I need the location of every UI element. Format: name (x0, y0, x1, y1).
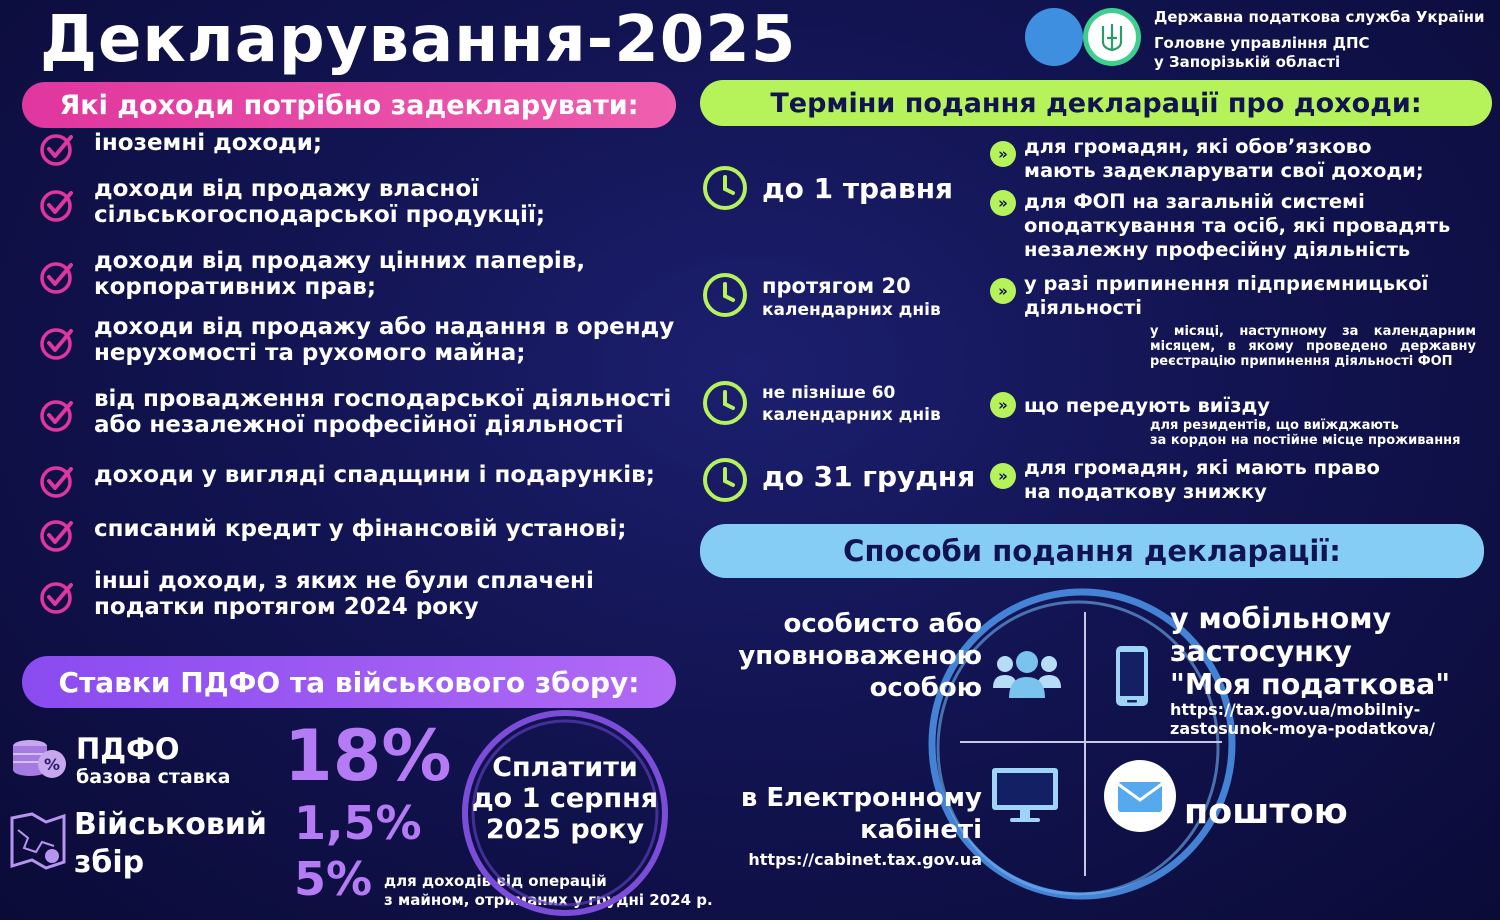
envelope-icon (1104, 760, 1176, 832)
double-arrow-icon: » (990, 392, 1016, 418)
income-item (94, 176, 545, 228)
methods-heading (700, 524, 1484, 578)
payment-deadline-line: до 1 серпня (471, 783, 659, 814)
income-item (94, 314, 674, 366)
rates-heading (22, 656, 676, 708)
payment-deadline-line: Сплатити (492, 752, 638, 783)
deadline-60-days-line2: календарних днів (762, 405, 941, 425)
deadline-note-termination (1150, 324, 1476, 369)
checkmark-icon (40, 132, 74, 166)
org-department: Головне управління ДПС (1154, 34, 1370, 52)
deadline-note-departure (1150, 418, 1461, 448)
military-rate-value-property: 5% (294, 852, 373, 906)
method-personal-line: особисто або (783, 609, 982, 639)
income-item-line: корпоративних прав; (94, 274, 377, 300)
method-mobile-line: у мобільному (1170, 602, 1392, 635)
pdfo-sublabel: базова ставка (76, 766, 231, 788)
clock-icon (702, 380, 748, 426)
income-item-line: іноземні доходи; (94, 130, 323, 156)
deadline-desc-line: на податкову знижку (1024, 480, 1267, 503)
method-mail: поштою (1184, 792, 1348, 832)
military-label-line: Військовий (74, 807, 267, 842)
people-icon (991, 648, 1063, 700)
checkmark-icon (40, 326, 74, 360)
deadlines-heading (700, 80, 1492, 126)
military-map-icon (8, 812, 68, 870)
deadline-note-line: для резидентів, що виїжджають (1150, 418, 1399, 433)
deadline-desc-tax-discount (1024, 456, 1380, 504)
method-personal-line: особою (869, 673, 982, 703)
rates-heading-text: Ставки ПДФО та військового збору: (58, 665, 640, 699)
deadline-60-days-line1: не пізніше 60 (762, 383, 896, 403)
method-mobile (1170, 602, 1450, 701)
deadline-may-1: до 1 травня (762, 172, 954, 205)
military-rate-value: 1,5% (294, 796, 422, 850)
clock-icon (702, 272, 748, 318)
deadline-20-days-line1: протягом 20 (762, 274, 911, 298)
pdfo-rate-value: 18% (284, 715, 452, 797)
income-item-line: нерухомості та рухомого майна; (94, 340, 526, 366)
deadline-desc-line: для громадян, які мають право (1024, 456, 1380, 479)
income-item-line: від провадження господарської діяльності (94, 386, 672, 412)
income-item-line: доходи у вигляді спадщини і подарунків; (94, 462, 655, 488)
income-item (94, 386, 671, 438)
method-cabinet-line: кабінеті (860, 815, 982, 845)
income-item-line: списаний кредит у фінансовій установі; (94, 516, 627, 542)
double-arrow-icon: » (990, 190, 1016, 216)
checkmark-icon (40, 398, 74, 432)
deadline-desc-fop (1024, 190, 1450, 262)
deadline-desc-line: для громадян, які обов’язково (1024, 135, 1372, 158)
income-item-line: доходи від продажу або надання в оренду (94, 314, 675, 340)
military-label (74, 806, 267, 882)
trident-logo (1083, 8, 1141, 66)
deadline-note-line: за кордон на постійне місце проживання (1150, 433, 1461, 448)
methods-heading-text: Способи подання декларації: (843, 534, 1341, 568)
checkmark-icon (40, 518, 74, 552)
trident-icon (1083, 8, 1141, 66)
checkmark-icon (40, 188, 74, 222)
income-item-line: сільськогосподарської продукції; (94, 202, 546, 228)
payment-deadline-line: 2025 року (485, 814, 645, 845)
deadline-desc-citizens (1024, 135, 1424, 183)
deadlines-heading-text: Терміни подання декларації про доходи: (770, 87, 1422, 119)
checkmark-icon (40, 260, 74, 294)
deadline-desc-line: мають задекларувати свої доходи; (1024, 159, 1424, 182)
cabinet-link[interactable]: https://cabinet.tax.gov.ua (748, 850, 982, 869)
double-arrow-icon: » (990, 141, 1016, 167)
incomes-heading (22, 82, 676, 128)
deadline-desc-line: діяльності (1024, 296, 1142, 319)
income-item-line: інші доходи, з яких не були сплачені (94, 568, 594, 594)
checkmark-icon (40, 580, 74, 614)
deadline-desc-line: для ФОП на загальній системі (1024, 190, 1365, 213)
income-item-line: податки протягом 2024 року (94, 594, 479, 620)
deadline-note-line: у місяці, наступному за календарним (1150, 324, 1476, 339)
income-item (94, 568, 594, 620)
military-label-line: збір (74, 845, 145, 880)
military-note-line: для доходів від операцій (384, 872, 607, 890)
method-cabinet (700, 782, 982, 846)
deadline-20-days-line2: календарних днів (762, 300, 941, 320)
deadline-note-line: реєстрацію припинення діяльності ФОП (1150, 354, 1453, 369)
income-item-line: доходи від продажу власної (94, 176, 480, 202)
income-item (94, 130, 322, 156)
military-note-line: з майном, отриманих у грудні 2024 р. (384, 891, 713, 909)
method-mobile-line: застосунку (1170, 635, 1352, 668)
income-item (94, 248, 585, 300)
deadline-desc-line: у разі припинення підприємницької (1024, 272, 1429, 295)
income-item-line: доходи від продажу цінних паперів, (94, 248, 586, 274)
income-item-line: або незалежної професійної діяльності (94, 412, 624, 438)
deadline-60-days (762, 382, 941, 426)
method-mobile-line: "Моя податкова" (1170, 668, 1451, 701)
deadline-20-days (762, 274, 941, 322)
mail-badge (1104, 760, 1176, 832)
coins-percent-icon (10, 738, 68, 780)
clock-icon (702, 165, 748, 211)
double-arrow-icon: » (990, 463, 1016, 489)
method-personal-line: уповноваженою (738, 641, 982, 671)
deadline-desc-line: оподаткування та осіб, які провадять (1024, 214, 1451, 237)
income-item (94, 462, 655, 488)
page-title: Декларування-2025 (40, 3, 797, 77)
deadline-desc-departure: що передують виїзду (1024, 394, 1270, 417)
clock-icon (702, 457, 748, 503)
logo-blue-circle (1025, 8, 1083, 66)
svg-text:%: % (43, 755, 61, 774)
deadline-desc-line: незалежну професійну діяльність (1024, 238, 1411, 261)
checkmark-icon (40, 464, 74, 498)
deadline-desc-termination (1024, 272, 1428, 320)
mobile-app-link-line: https://tax.gov.ua/mobilniy- (1170, 700, 1421, 719)
method-personal (700, 608, 982, 704)
payment-deadline (458, 752, 672, 845)
pdfo-label: ПДФО (76, 732, 180, 766)
org-name: Державна податкова служба України (1154, 8, 1485, 26)
double-arrow-icon: » (990, 278, 1016, 304)
deadline-note-line: місяцем, в якому проведено державну (1150, 339, 1476, 354)
incomes-heading-text: Які доходи потрібно задекларувати: (59, 89, 639, 121)
smartphone-icon (1114, 644, 1150, 708)
org-region: у Запорізькій області (1154, 53, 1341, 71)
method-cabinet-line: в Електронному (740, 783, 982, 813)
mobile-app-link-line: zastosunok-moya-podatkova/ (1170, 719, 1435, 738)
income-item (94, 516, 626, 542)
computer-monitor-icon (990, 766, 1060, 824)
deadline-dec-31: до 31 грудня (762, 460, 976, 493)
mobile-app-link[interactable] (1170, 700, 1435, 738)
